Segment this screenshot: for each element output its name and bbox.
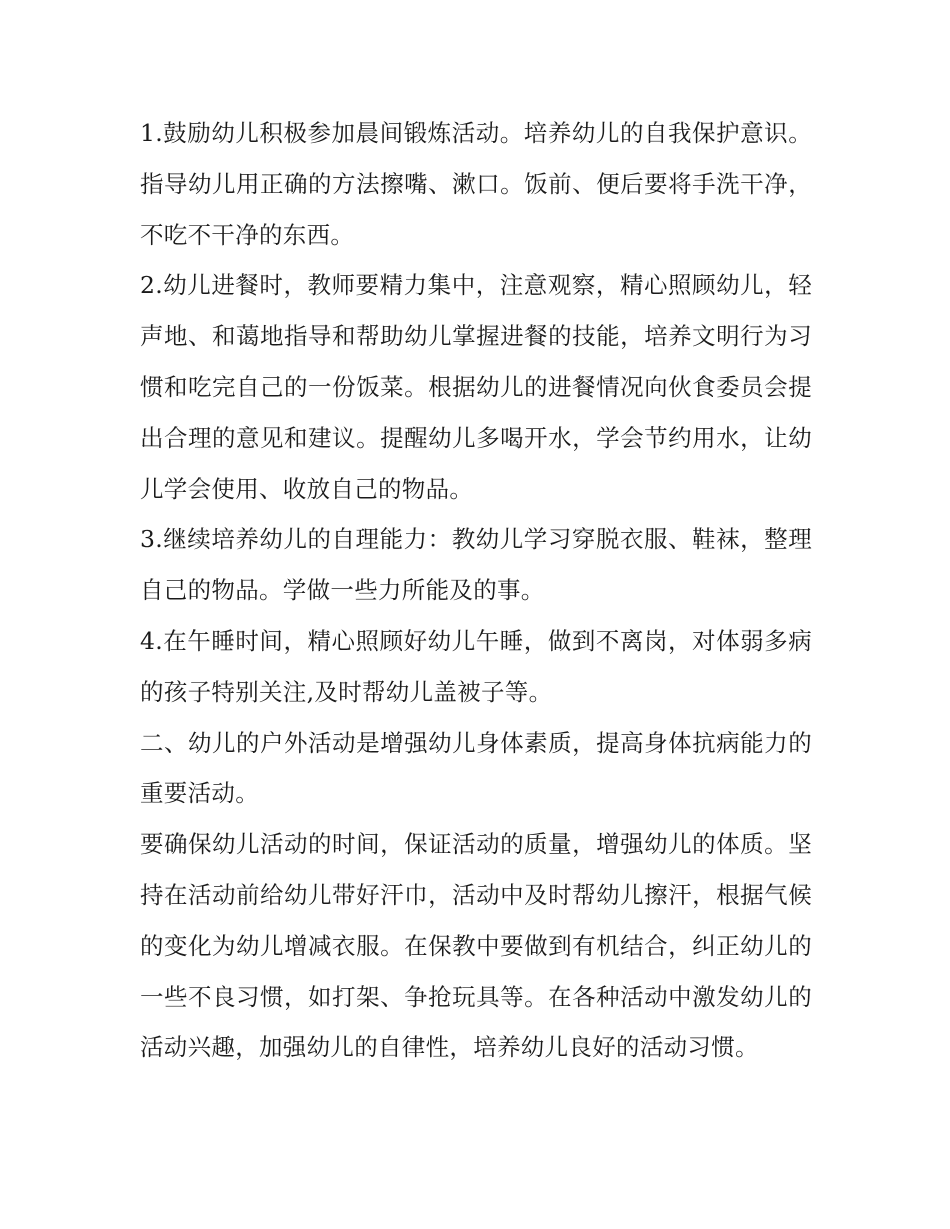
section-heading-outdoor-activity: 二、幼儿的户外活动是增强幼儿身体素质，提高身体抗病能力的重要活动。 [140, 728, 812, 808]
paragraph-outdoor-activity: 要确保幼儿活动的时间，保证活动的质量，增强幼儿的体质。坚持在活动前给幼儿带好汗巾，活动中及时帮幼儿擦汗，根据气候的变化为幼儿增减衣服。在保教中要做到有机结合，纠正幼儿的一些不良习惯，如打架、争抢玩具等。在各种活动中激发幼儿的活动兴趣，加强幼儿的自律性，培养幼儿良好的活动习惯。 [140, 830, 812, 1062]
paragraph-self-care: 3.继续培养幼儿的自理能力：教幼儿学习穿脱衣服、鞋袜，整理自己的物品。学做一些力所能及的事。 [140, 525, 812, 605]
document-page [140, 108, 812, 1073]
paragraph-meal-time: 2.幼儿进餐时，教师要精力集中，注意观察，精心照顾幼儿，轻声地、和蔼地指导和帮助幼儿掌握进餐的技能，培养文明行为习惯和吃完自己的一份饭菜。根据幼儿的进餐情况向伙食委员会提出合理的意见和建议。提醒幼儿多喝开水，学会节约用水，让幼儿学会使用、收放自己的物品。 [140, 271, 812, 503]
paragraph-morning-exercise: 1.鼓励幼儿积极参加晨间锻炼活动。培养幼儿的自我保护意识。指导幼儿用正确的方法擦嘴、漱口。饭前、便后要将手洗干净，不吃不干净的东西。 [140, 119, 812, 249]
paragraph-nap-time: 4.在午睡时间，精心照顾好幼儿午睡，做到不离岗，对体弱多病的孩子特别关注,及时帮幼儿盖被子等。 [140, 626, 812, 706]
